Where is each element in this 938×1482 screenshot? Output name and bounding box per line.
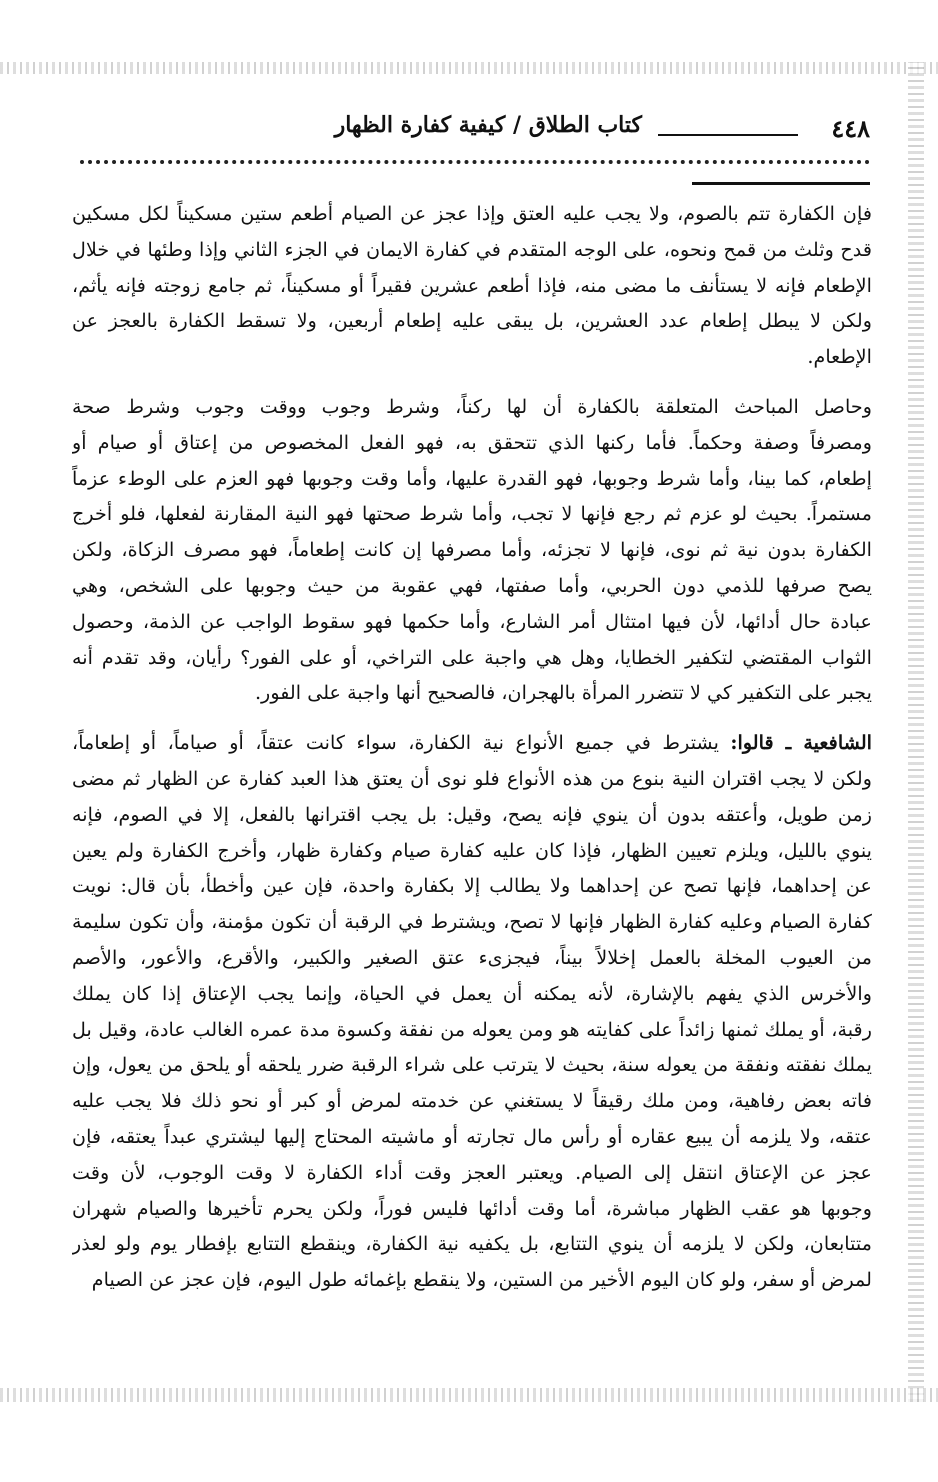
text-line: قدح وثلث من قمح ونحوه، على الوجه المتقدم في كفارة الايمان في الجزء الثاني وإذا وطئها في خلال xyxy=(72,237,872,261)
text-line: ولكن لا يجب اقتران النية بنوع من هذه الأنواع فلو نوى أن يعتق هذا العبد كفارة عن الظهار ثم مضى xyxy=(72,766,872,790)
text-line: الإطعام. xyxy=(807,345,872,369)
decorative-border-top xyxy=(0,62,938,74)
section-lead: الشافعية ـ قالوا: xyxy=(730,731,872,755)
text-line: عجز عن الإعتاق انتقل إلى الصيام. ويعتبر العجز وقت أداء الكفارة لا وقت الوجوب، لأن وقت xyxy=(72,1160,872,1184)
decorative-border-right xyxy=(908,62,924,1402)
text-line: متتابعان، ولكن لا يلزمه أن ينوي التتابع، بل يكفيه نية الكفارة، وينقطع التتابع بإفطار يوم ولو لعذر xyxy=(72,1232,872,1256)
text-line xyxy=(72,725,872,761)
paragraph xyxy=(72,389,872,711)
text-line: من العيوب المخلة بالعمل إخلالاً بيناً، فيجزىء عتق الصغير والكبير، والأقرع، والأعور، والأصم xyxy=(72,945,872,969)
page-title: كتاب الطلاق / كيفية كفارة الظهار xyxy=(334,112,642,138)
text-line: مستمراً. بحيث لو عزم ثم رجع فإنها لا تجب، وأما شرط صحتها فهو النية المقارنة لفعلها، فلو أخرج xyxy=(72,502,872,526)
body-text xyxy=(72,196,872,1298)
text-line: يجبر على التكفير كي لا تتضرر المرأة بالهجران، فالصحيح أنها واجبة على الفور. xyxy=(254,681,872,705)
text-line: إطعام، كما بينا، وأما شرط وجوبها، فهو القدرة عليها، وأما وقت وجوبها فهو العزم على الوطء عزماً xyxy=(72,466,872,490)
text-line-content: يشترط في جميع الأنواع نية الكفارة، سواء كانت عتقاً، أو صياماً، أو إطعاماً، xyxy=(72,731,731,755)
text-line: ينوي بالليل، ويلزم تعيين الظهار، فإذا كان عليه كفارة صيام وكفارة ظهار، وأخرج الكفارة ولم يعين xyxy=(72,838,872,862)
text-line: يصح صرفها للذمي دون الحربي، وأما صفتها، فهي عقوبة من حيث وجوبها على الشخص، وهي xyxy=(72,573,872,597)
text-line: فإن الكفارة تتم بالصوم، ولا يجب عليه العتق وإذا عجز عن الصيام أطعم ستين مسكيناً لكل مسكين xyxy=(72,202,872,225)
decorative-border-bottom xyxy=(0,1388,938,1402)
text-line: كفارة الصيام وعليه كفارة الظهار فإنها لا تصح، ويشترط في الرقبة أن تكون مؤمنة، وأن تكون سليمة xyxy=(72,910,872,934)
paragraph xyxy=(72,196,872,375)
text-line: ولكن لا يبطل إطعام عدد العشرين، بل يبقى عليه إطعام أربعين، ولا تسقط الكفارة بالعجز عن xyxy=(72,309,872,333)
page-number: ٤٤٨ xyxy=(831,114,870,143)
header-dotted-divider xyxy=(80,160,870,164)
text-line: وجوبها هو عقب الظهار مباشرة، أما وقت أدائها فليس فوراً، ولكن يحرم تأخيرها والصيام شهران xyxy=(72,1196,872,1220)
text-line: والأخرس الذي يفهم بالإشارة، لأنه يمكنه أن يعمل في الحياة، وإنما يجب الإعتاق إذا كان يملك xyxy=(72,981,872,1005)
text-line: يملك نفقته ونفقة من يعوله سنة، بحيث لا يترتب على شراء الرقبة ضرر يلحقه أو يلحق من يعول، وإن xyxy=(72,1053,872,1077)
text-line: ومصرفاً وصفة وحكماً. فأما ركنها الذي تتحقق به، فهو الفعل المخصوص من إعتاق أو صيام أو xyxy=(72,430,872,454)
text-line: وحاصل المباحث المتعلقة بالكفارة أن لها ركناً، وشرط وجوب ووقت وجوب وشرط صحة xyxy=(72,394,872,418)
text-line: عن إحداهما، فإنها تصح عن إحداهما ولا يطالب إلا بكفارة واحدة، فإن عين وأخطأ، بأن قال: نويت xyxy=(72,874,872,898)
text-line: عبادة حال أدائها، لأن فيها امتثال أمر الشارع، وأما حكمها فهو سقوط الواجب عن الذمة، وحصول xyxy=(72,609,872,633)
header-rule xyxy=(658,134,798,136)
text-line: رقبة، أو يملك ثمنها زائداً على كفايته هو ومن يعوله من نفقة وكسوة مدة عمره الغالب عادة، وقيل بل xyxy=(72,1017,872,1041)
paragraph xyxy=(72,725,872,1298)
text-line: الإطعام فإنه لا يستأنف ما مضى منه، فإذا أطعم عشرين فقيراً أو مسكيناً، ثم جامع زوجته فإنه يأثم، xyxy=(72,273,872,297)
text-line: زمن طويل، وأعتقه بدون أن ينوي فإنه يصح، وقيل: بل يجب اقترانها بالفعل، إلا في الصوم، فإنه xyxy=(72,802,872,826)
text-line: الثواب المقتضي لتكفير الخطايا، وهل هي واجبة على التراخي، أو على الفور؟ رأيان، وقد تقدم أنه xyxy=(72,645,872,669)
section-rule xyxy=(692,182,870,185)
text-line: الكفارة بدون نية ثم نوى، فإنها لا تجزئه، وأما مصرفها إن كانت إطعاماً، فهو مصرف الزكاة، ولكن xyxy=(72,538,872,562)
text-line: لمرض أو سفر، ولو كان اليوم الأخير من الستين، ولا ينقطع بإغمائه طول اليوم، فإن عجز عن الصيام xyxy=(91,1268,872,1292)
text-line: عتقه، ولا يلزمه أن يبيع عقاره أو رأس مال تجارته أو ماشيته المحتاج إليها ليشتري عبداً يعتقه، فإن xyxy=(72,1124,872,1148)
page-header xyxy=(70,110,870,150)
text-line: فاته بعض رفاهية، ومن ملك رقيقاً لا يستغني عن خدمته لمرض أو كبر أو نحو ذلك فلا يجب عليه xyxy=(72,1089,872,1113)
